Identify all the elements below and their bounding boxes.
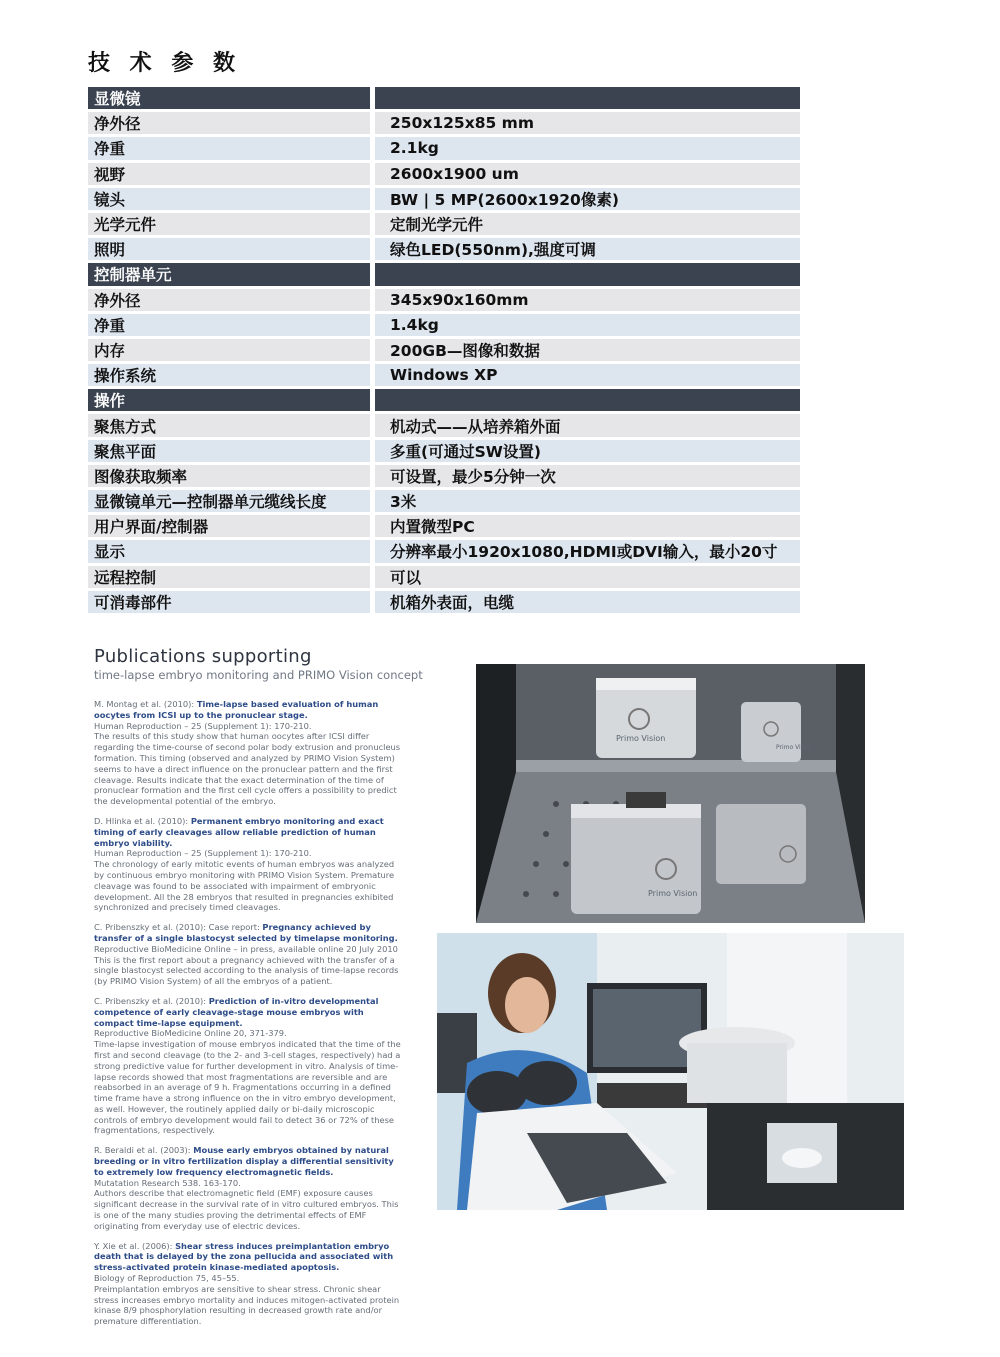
publication-journal: Reproductive BioMedicine Online – in press, available online 20 July 2010	[94, 943, 398, 954]
spec-row	[88, 440, 800, 462]
publication-description: Authors describe that electromagnetic field (EMF) exposure causes significant decrease in the survival rate of in vitro cultured embryos. This is one of the many studies proving the detrimental effects of EMF originating from everyday use of electric devices.	[94, 1188, 399, 1231]
spec-label: 照明	[88, 238, 370, 260]
publication-title: Pregnancy achieved by transfer of a single blastocyst selected by timelapse monitoring.	[94, 922, 398, 943]
publication-description: This is the first report about a pregnancy achieved with the transfer of a single blastocyst selected according to the analysis of time-lapse records (by PRIMO Vision System) of all the embryos of a patient.	[94, 954, 399, 987]
publications-title: Publications supporting	[94, 646, 312, 667]
spec-section-title: 控制器单元	[88, 263, 370, 285]
publication-journal: Human Reproduction – 25 (Supplement 1): 170-210.	[94, 848, 312, 859]
spec-section-header	[88, 389, 800, 411]
publication-authors: C. Pribenszky et al. (2010):	[94, 995, 209, 1006]
spec-value: 345x90x160mm	[375, 289, 800, 311]
publication-title: Mouse early embryos obtained by natural breeding or in vitro fertilization display a differential sensitivity to extremely low frequency electromagnetic fields.	[94, 1145, 394, 1177]
publication-authors: C. Pribenszky et al. (2010): Case report:	[94, 922, 263, 933]
spec-row	[88, 490, 800, 512]
spec-label: 净重	[88, 314, 370, 336]
spec-value: 3米	[375, 490, 800, 512]
publications-list	[94, 699, 406, 1336]
spec-value: BW | 5 MP(2600x1920像素)	[375, 188, 800, 210]
spec-section-header	[88, 263, 800, 285]
spec-table	[88, 87, 800, 616]
page-title: 技 术 参 数	[88, 51, 241, 76]
publication-description: Preimplantation embryos are sensitive to shear stress. Chronic shear stress increases embryo mortality and induces mitogen-activated protein kinase 8/9 phosphorylation resulting in decreased growth rate and/or premature differentiation.	[94, 1283, 400, 1327]
spec-label: 镜头	[88, 188, 370, 210]
incubator-illustration	[476, 664, 865, 923]
spec-label: 光学元件	[88, 213, 370, 235]
publication-item	[94, 1145, 406, 1231]
spec-label: 图像获取频率	[88, 465, 370, 487]
lab-photo	[437, 933, 904, 1210]
publications-header	[94, 646, 423, 682]
spec-row	[88, 591, 800, 613]
publication-journal: Human Reproduction – 25 (Supplement 1): 170-210.	[94, 720, 312, 731]
publication-authors: R. Beraldi et al. (2003):	[94, 1145, 194, 1156]
spec-row	[88, 515, 800, 537]
spec-row	[88, 540, 800, 562]
spec-row	[88, 314, 800, 336]
spec-section-title: 操作	[88, 389, 370, 411]
spec-label: 可消毒部件	[88, 591, 370, 613]
publication-description: Time-lapse investigation of mouse embryos indicated that the time of the first and second cleavage (to the 2- and 3-cell stages, respectively) had a strong predictive value for further development in vitro. Analysis of time-lapse records showed that most fragmentations are reversible and are reabsorbed in an average of 9 h. Fragmentations occurring in a defined time frame have a strong influence on the in vitro embryo development, as well. However, the routinely applied daily or bi-daily microscopic controls of embryo development would fail to detect 36 or 72% of these fragmentations, respectively.	[94, 1039, 401, 1136]
spec-section-title: 显微镜	[88, 87, 370, 109]
publication-description: The chronology of early mitotic events of human embryos was analyzed by continuous embryo monitoring with PRIMO Vision System. Premature cleavage was found to be associated with impairment of embryonic development. All the 28 embryos that resulted in pregnancies exhibited synchronized and precisely timed cleavages.	[94, 859, 395, 913]
spec-value: 分辨率最小1920x1080,HDMI或DVI输入，最小20寸	[375, 540, 800, 562]
publication-title: Time-lapse based evaluation of human oocytes from ICSI up to the pronuclear stage.	[94, 699, 379, 720]
spec-row	[88, 566, 800, 588]
spec-label: 内存	[88, 339, 370, 361]
spec-value: 内置微型PC	[375, 515, 800, 537]
spec-row	[88, 414, 800, 436]
spec-row	[88, 339, 800, 361]
publication-authors: Y. Xie et al. (2006):	[94, 1240, 176, 1251]
publication-title: Prediction of in-vitro developmental competence of early cleavage-stage mouse embryos with compact time-lapse equipment.	[94, 995, 379, 1028]
spec-label: 聚焦平面	[88, 440, 370, 462]
publication-authors: D. Hlinka et al. (2010):	[94, 815, 191, 826]
publication-item	[94, 922, 406, 987]
spec-value: 200GB—图像和数据	[375, 339, 800, 361]
spec-row	[88, 112, 800, 134]
spec-row	[88, 163, 800, 185]
publication-title: Shear stress induces preimplantation embryo death that is delayed by the zona pellucida and associated with stress-activated protein kinase-mediated apoptosis.	[94, 1240, 394, 1273]
publication-description: The results of this study show that human oocytes after ICSI differ regarding the time-course of second polar body extrusion and pronucleus formation. This timing (observed and analyzed by PRIMO Vision System) seems to have a direct influence on the pronuclear pattern and the first cleavage. Results indicate that the exact determination of the time of pronuclear formation and the first cell cycle offers a possibility to predict the developmental potential of the embryo.	[94, 731, 401, 807]
publication-item	[94, 816, 406, 913]
spec-row	[88, 465, 800, 487]
spec-row	[88, 188, 800, 210]
spec-value: 可以	[375, 566, 800, 588]
spec-value: 绿色LED(550nm),强度可调	[375, 238, 800, 260]
publication-item	[94, 1241, 406, 1327]
publication-journal: Mutatation Research 538. 163-170.	[94, 1177, 241, 1188]
spec-label: 净外径	[88, 289, 370, 311]
spec-label: 净外径	[88, 112, 370, 134]
spec-value: 250x125x85 mm	[375, 112, 800, 134]
spec-row	[88, 213, 800, 235]
publication-item	[94, 699, 406, 807]
publication-authors: M. Montag et al. (2010):	[94, 699, 197, 709]
spec-label: 聚焦方式	[88, 414, 370, 436]
spec-value: 2.1kg	[375, 137, 800, 159]
spec-row	[88, 364, 800, 386]
spec-value: 机动式——从培养箱外面	[375, 414, 800, 436]
publication-journal: Reproductive BioMedicine Online 20, 371-379.	[94, 1028, 287, 1039]
spec-value: 定制光学元件	[375, 213, 800, 235]
spec-value: Windows XP	[375, 364, 800, 386]
publications-subtitle: time-lapse embryo monitoring and PRIMO Vision concept	[94, 668, 423, 682]
spec-label: 净重	[88, 137, 370, 159]
spec-label: 显微镜单元—控制器单元缆线长度	[88, 490, 370, 512]
spec-label: 用户界面/控制器	[88, 515, 370, 537]
spec-label: 显示	[88, 540, 370, 562]
device-label: Primo Vision	[776, 744, 813, 751]
spec-row	[88, 137, 800, 159]
device-label: Primo Vision	[648, 889, 698, 898]
spec-label: 远程控制	[88, 566, 370, 588]
spec-value: 2600x1900 um	[375, 163, 800, 185]
publication-title: Permanent embryo monitoring and exact timing of early cleavages allow reliable prediction of human embryo viability.	[94, 815, 384, 848]
incubator-photo	[476, 664, 865, 923]
publication-journal: Biology of Reproduction 75, 45–55.	[94, 1273, 240, 1284]
spec-value: 1.4kg	[375, 314, 800, 336]
spec-section-header	[88, 87, 800, 109]
publication-item	[94, 996, 406, 1136]
spec-row	[88, 289, 800, 311]
spec-row	[88, 238, 800, 260]
spec-value	[375, 87, 800, 109]
spec-value	[375, 263, 800, 285]
spec-label: 操作系统	[88, 364, 370, 386]
spec-value	[375, 389, 800, 411]
spec-value: 可设置，最少5分钟一次	[375, 465, 800, 487]
lab-illustration	[437, 933, 904, 1210]
device-label: Primo Vision	[616, 734, 666, 743]
spec-value: 机箱外表面，电缆	[375, 591, 800, 613]
spec-value: 多重(可通过SW设置)	[375, 440, 800, 462]
spec-label: 视野	[88, 163, 370, 185]
